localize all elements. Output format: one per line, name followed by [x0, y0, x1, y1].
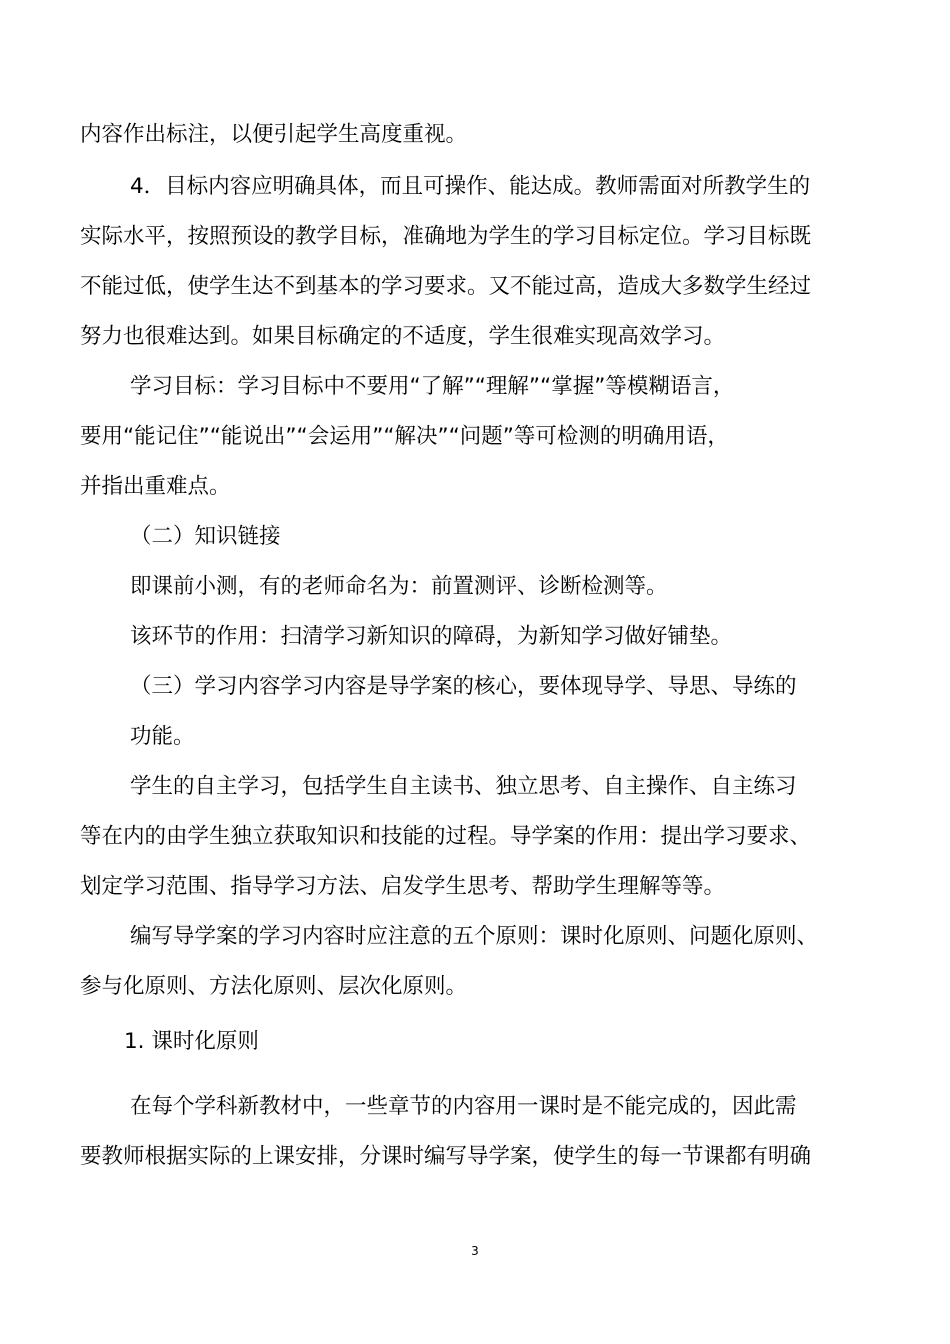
text-line: 划定学习范围、指导学习方法、启发学生思考、帮助学生理解等等。: [80, 874, 726, 899]
text-line: 要教师根据实际的上课安排，分课时编写导学案，使学生的每一节课都有明确: [80, 1144, 812, 1169]
page-number: 3: [471, 1244, 479, 1258]
text-line: 不能过低，使学生达不到基本的学习要求。又不能过高，造成大多数学生经过: [80, 274, 812, 299]
section-heading: （二）知识链接: [130, 524, 281, 549]
text-line: 学习目标：学习目标中不要用“了解”“理解”“掌握”等模糊语言，: [130, 374, 735, 399]
subsection-heading: 1. 课时化原则: [124, 1029, 259, 1054]
text-line: 即课前小测，有的老师命名为：前置测评、诊断检测等。: [130, 574, 668, 599]
text-line: 在每个学科新教材中，一些章节的内容用一课时是不能完成的，因此需: [130, 1094, 797, 1119]
section-heading: （三）学习内容学习内容是导学案的核心，要体现导学、导思、导练的: [130, 674, 797, 699]
text-line: 学生的自主学习，包括学生自主读书、独立思考、自主操作、自主练习: [130, 774, 797, 799]
text-line: 编写导学案的学习内容时应注意的五个原则：课时化原则、问题化原则、: [130, 924, 819, 949]
text-line: 要用“能记住”“能说出”“会运用”“解决”“问题”等可检测的明确用语，: [80, 424, 729, 449]
text-line: 内容作出标注，以便引起学生高度重视。: [80, 122, 468, 147]
text-line: 该环节的作用：扫清学习新知识的障碍，为新知学习做好铺垫。: [130, 624, 733, 649]
text-line: 努力也很难达到。如果目标确定的不适度，学生很难实现高效学习。: [80, 324, 726, 349]
text-line: 实际水平，按照预设的教学目标，准确地为学生的学习目标定位。学习目标既: [80, 224, 812, 249]
text-line: 功能。: [130, 724, 195, 749]
text-line: 4．目标内容应明确具体，而且可操作、能达成。教师需面对所教学生的: [130, 174, 811, 199]
text-line: 等在内的由学生独立获取知识和技能的过程。导学案的作用：提出学习要求、: [80, 824, 812, 849]
text-line: 并指出重难点。: [80, 474, 231, 499]
text-line: 参与化原则、方法化原则、层次化原则。: [80, 974, 468, 999]
